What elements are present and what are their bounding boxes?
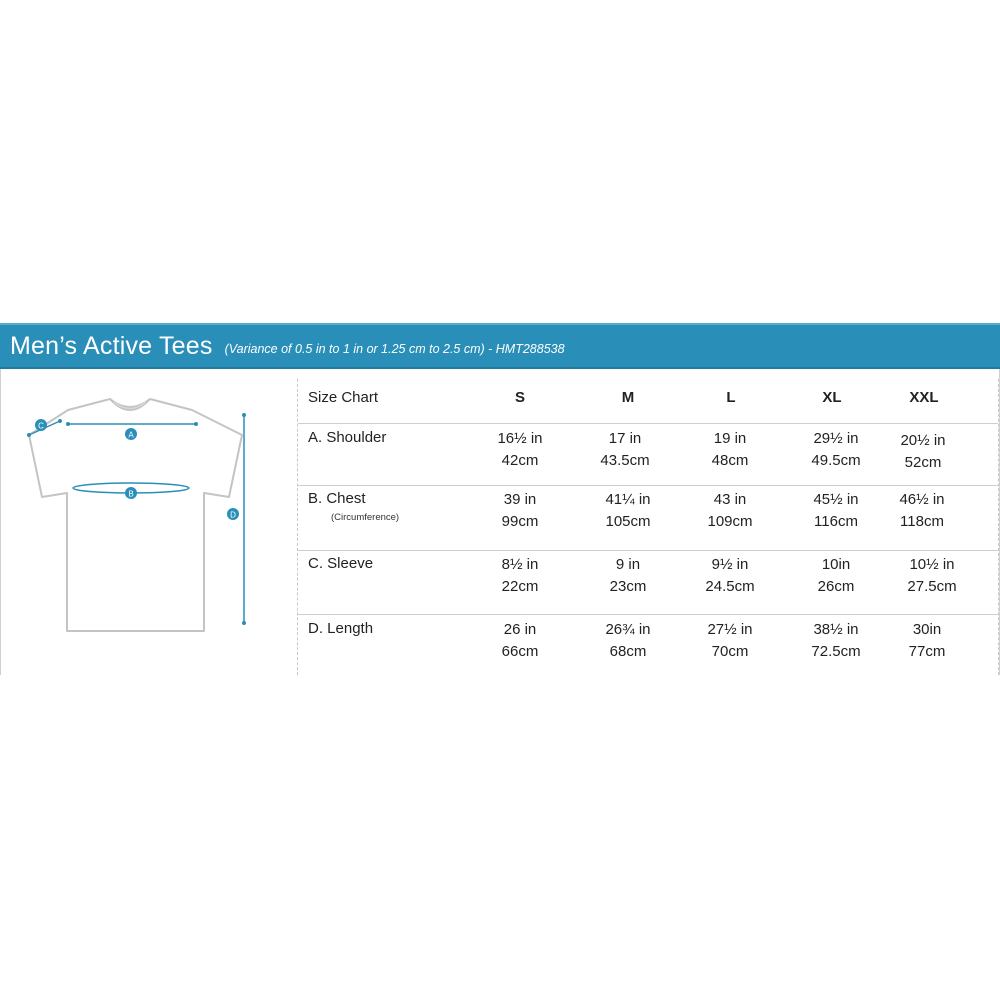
size-chart-banner — [0, 323, 1000, 369]
cell-chest-l: 43 in 109cm — [707, 491, 753, 530]
cell-length-s: 26 in 66cm — [501, 621, 539, 660]
table-row-chest — [298, 485, 998, 550]
size-header-xl: XL — [822, 389, 842, 406]
cell-chest-m: 41¼ in 105cm — [605, 491, 651, 530]
row-label-shoulder: A. Shoulder — [308, 429, 387, 446]
row-sublabel-chest: (Circumference) — [331, 512, 400, 523]
marker-a-label: A — [128, 430, 134, 440]
table-row-sleeve — [298, 550, 998, 615]
size-table — [297, 379, 999, 675]
cell-shoulder-m: 17 in 43.5cm — [600, 430, 650, 469]
cell-sleeve-xl: 10in 26cm — [817, 556, 855, 595]
size-header-s: S — [514, 389, 525, 406]
cell-shoulder-xxl: 20½ in 52cm — [900, 432, 946, 471]
table-header-label: Size Chart — [308, 389, 379, 406]
row-label-sleeve: C. Sleeve — [308, 555, 374, 572]
tshirt-diagram — [10, 375, 280, 665]
cell-chest-s: 39 in 99cm — [501, 491, 539, 530]
cell-length-l: 27½ in 70cm — [707, 621, 753, 660]
cell-sleeve-m: 9 in 23cm — [609, 556, 647, 595]
marker-b-label: B — [128, 489, 134, 499]
cell-sleeve-xxl: 10½ in 27.5cm — [907, 556, 957, 595]
size-header-xxl: XXL — [909, 389, 939, 406]
cell-shoulder-s: 16½ in 42cm — [497, 430, 543, 469]
banner-title: Men’s Active Tees — [10, 331, 213, 360]
cell-length-xxl: 30in 77cm — [908, 621, 946, 660]
size-header-m: M — [621, 389, 635, 406]
cell-chest-xl: 45½ in 116cm — [813, 491, 859, 530]
banner-subtitle: (Variance of 0.5 in to 1 in or 1.25 cm to 2.5 cm) - HMT288538 — [224, 342, 565, 356]
cell-chest-xxl: 46½ in 118cm — [899, 491, 945, 530]
size-header-l: L — [726, 389, 736, 406]
cell-shoulder-xl: 29½ in 49.5cm — [811, 430, 861, 469]
marker-c-label: C — [38, 421, 44, 431]
table-header-row — [298, 379, 998, 419]
row-label-length: D. Length — [308, 620, 374, 637]
row-label-chest: B. Chest — [308, 490, 366, 507]
marker-d-label: D — [230, 510, 236, 520]
cell-sleeve-s: 8½ in 22cm — [501, 556, 539, 595]
cell-length-xl: 38½ in 72.5cm — [811, 621, 861, 660]
cell-length-m: 26¾ in 68cm — [605, 621, 651, 660]
cell-shoulder-l: 19 in 48cm — [711, 430, 749, 469]
table-row-shoulder — [298, 423, 998, 486]
cell-sleeve-l: 9½ in 24.5cm — [705, 556, 755, 595]
table-row-length — [298, 614, 998, 675]
